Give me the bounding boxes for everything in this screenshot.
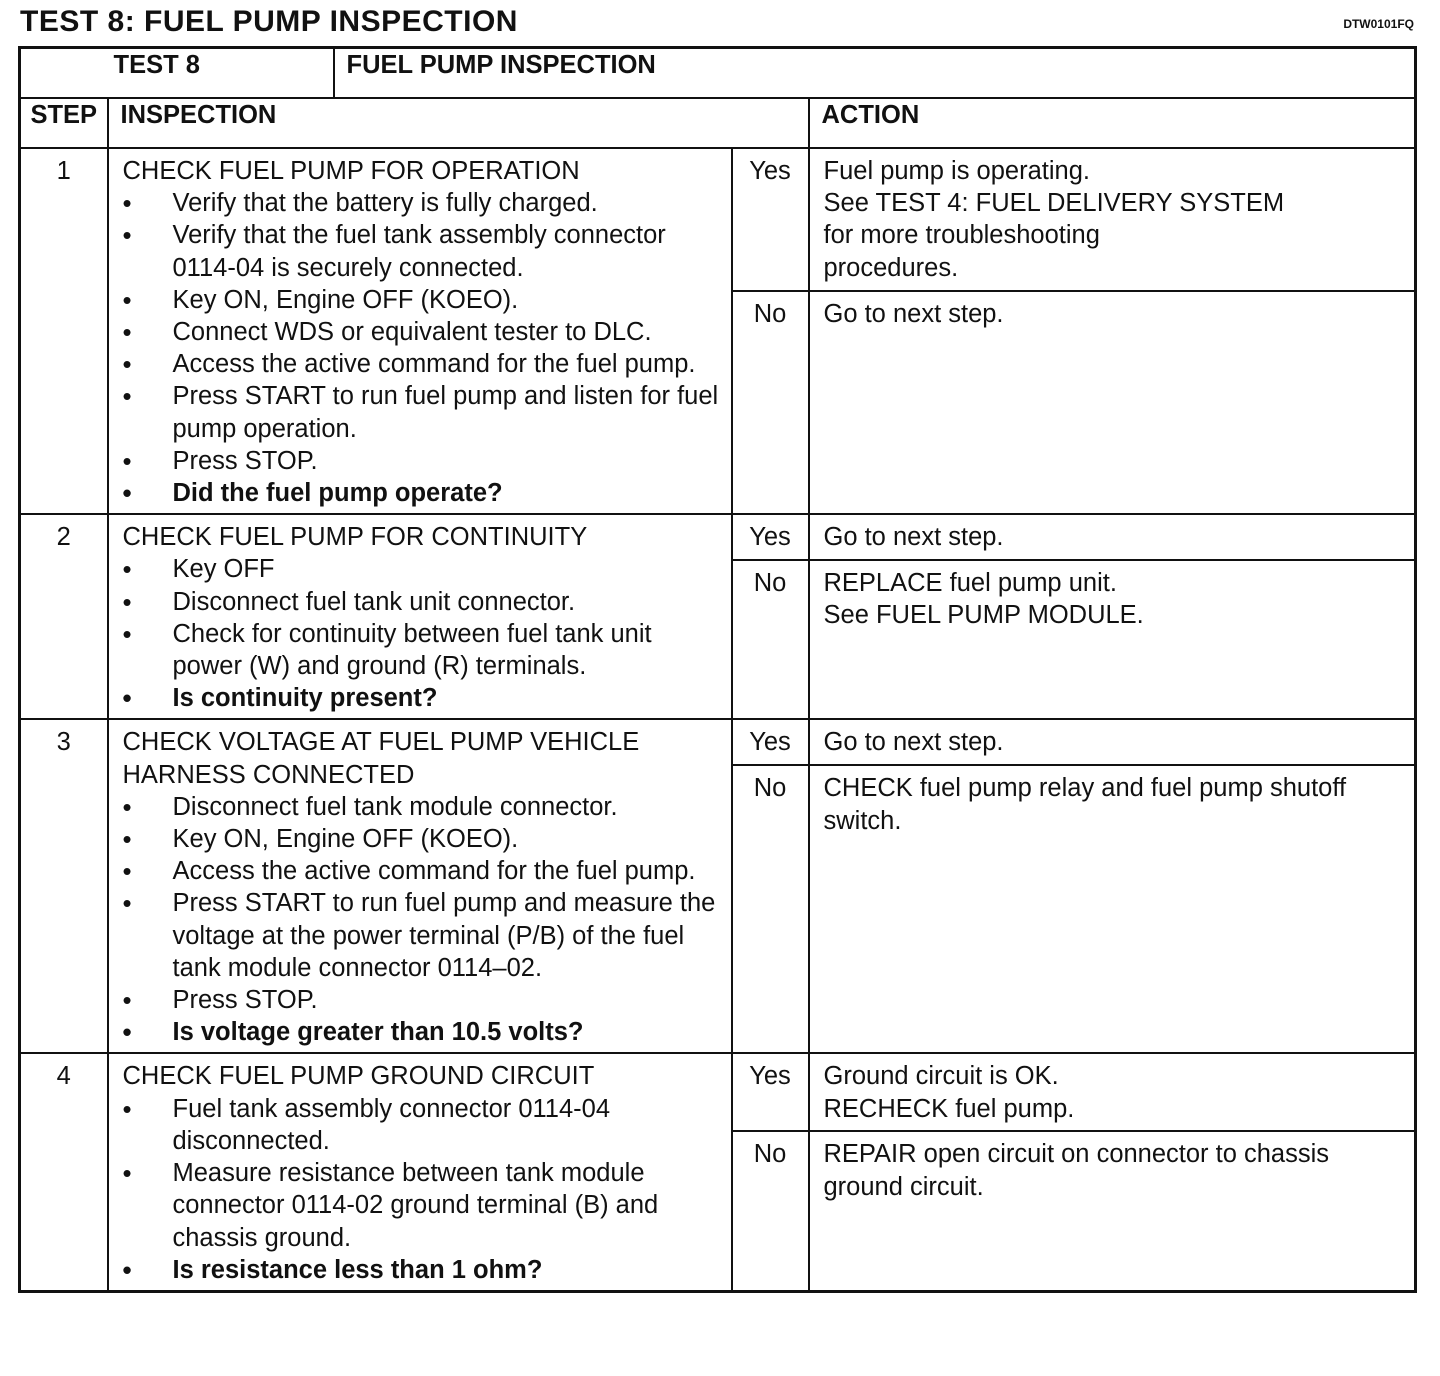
bullet-item: • Access the active command for the fuel pump.: [123, 348, 723, 380]
bullet-item: • Key OFF: [123, 553, 723, 585]
step-bullets: [123, 791, 723, 1049]
action-no: [809, 765, 1416, 1053]
action-line: Go to next step.: [823, 728, 1004, 757]
page-title: TEST 8: FUEL PUMP INSPECTION: [20, 5, 518, 38]
step-bullets: [123, 1093, 723, 1286]
action-no: [809, 291, 1416, 514]
action-yes: [809, 1053, 1416, 1131]
action-line: Fuel pump is operating.: [823, 157, 1090, 185]
column-header-step: STEP: [20, 98, 108, 148]
bullet-item: • Connect WDS or equivalent tester to DLC.: [123, 316, 723, 348]
test-label: TEST 8: [20, 48, 334, 99]
bullet-item: • Press START to run fuel pump and measure the voltage at the power terminal (P/B) of the fuel tank module connector 0114–02.: [123, 887, 723, 984]
step-number: 1: [20, 148, 108, 514]
step-row: [20, 514, 1416, 560]
action-yes: [809, 148, 1416, 291]
step-title: CHECK VOLTAGE AT FUEL PUMP VEHICLE HARNESS CONNECTED: [122, 728, 640, 789]
action-line: for more troubleshooting: [823, 221, 1100, 250]
action-line: procedures.: [823, 253, 959, 282]
step-number: 3: [20, 719, 108, 1053]
step-question: • Did the fuel pump operate?: [123, 477, 723, 509]
action-line: Ground circuit is OK.: [823, 1062, 1059, 1091]
step-bullets: [123, 187, 723, 509]
answer-no: No: [732, 1131, 809, 1291]
step-inspection: [108, 1053, 732, 1291]
answer-yes: Yes: [732, 148, 809, 291]
step-row: [20, 1053, 1416, 1131]
bullet-item: • Check for continuity between fuel tank unit power (W) and ground (R) terminals.: [123, 618, 723, 682]
bullet-item: • Key ON, Engine OFF (KOEO).: [123, 284, 723, 316]
bullet-item: • Disconnect fuel tank unit connector.: [123, 586, 723, 618]
answer-yes: Yes: [732, 719, 809, 765]
step-title: CHECK FUEL PUMP GROUND CIRCUIT: [122, 1062, 595, 1091]
step-bullets: [123, 553, 723, 714]
bullet-item: • Press START to run fuel pump and listen for fuel pump operation.: [123, 380, 723, 444]
test-header-row: [20, 48, 1416, 99]
step-row: [20, 148, 1416, 291]
column-header-row: [20, 98, 1416, 148]
action-line: REPAIR open circuit on connector to chassis ground circuit.: [823, 1140, 1330, 1201]
action-no: [809, 560, 1416, 719]
bullet-item: • Fuel tank assembly connector 0114-04 disconnected.: [123, 1093, 723, 1157]
answer-yes: Yes: [732, 514, 809, 560]
action-yes: [809, 514, 1416, 560]
column-header-inspection: INSPECTION: [108, 98, 809, 148]
bullet-item: • Verify that the fuel tank assembly connector 0114-04 is securely connected.: [123, 219, 723, 283]
answer-yes: Yes: [732, 1053, 809, 1131]
document-code: DTW0101FQ: [1343, 17, 1414, 31]
step-title: CHECK FUEL PUMP FOR CONTINUITY: [122, 523, 588, 552]
step-question: • Is continuity present?: [123, 682, 723, 714]
bullet-item: • Press STOP.: [123, 984, 723, 1016]
action-line: Go to next step.: [823, 523, 1004, 552]
action-line: Go to next step.: [823, 300, 1004, 328]
bullet-item: • Key ON, Engine OFF (KOEO).: [123, 823, 723, 855]
action-line: RECHECK fuel pump.: [823, 1094, 1075, 1123]
step-inspection: [108, 514, 732, 719]
action-no: [809, 1131, 1416, 1291]
answer-no: No: [732, 291, 809, 514]
bullet-item: • Verify that the battery is fully charged.: [123, 187, 723, 219]
bullet-item: • Disconnect fuel tank module connector.: [123, 791, 723, 823]
inspection-table: [18, 46, 1417, 1293]
action-yes: [809, 719, 1416, 765]
action-line: REPLACE fuel pump unit.: [823, 569, 1117, 598]
step-number: 4: [20, 1053, 108, 1291]
step-number: 2: [20, 514, 108, 719]
step-title: CHECK FUEL PUMP FOR OPERATION: [122, 157, 580, 185]
action-line: See FUEL PUMP MODULE.: [823, 601, 1144, 630]
column-header-action: ACTION: [809, 98, 1416, 148]
step-row: [20, 719, 1416, 765]
answer-no: No: [732, 560, 809, 719]
bullet-item: • Press STOP.: [123, 445, 723, 477]
step-question: • Is voltage greater than 10.5 volts?: [123, 1016, 723, 1048]
test-name: FUEL PUMP INSPECTION: [334, 48, 1416, 99]
step-inspection: [108, 148, 732, 514]
step-inspection: [108, 719, 732, 1053]
bullet-item: • Measure resistance between tank module connector 0114-02 ground terminal (B) and chassis ground.: [123, 1157, 723, 1254]
answer-no: No: [732, 765, 809, 1053]
step-question: • Is resistance less than 1 ohm?: [123, 1254, 723, 1286]
action-line: See TEST 4: FUEL DELIVERY SYSTEM: [823, 189, 1285, 218]
action-line: CHECK fuel pump relay and fuel pump shutoff switch.: [823, 774, 1347, 835]
bullet-item: • Access the active command for the fuel pump.: [123, 855, 723, 887]
